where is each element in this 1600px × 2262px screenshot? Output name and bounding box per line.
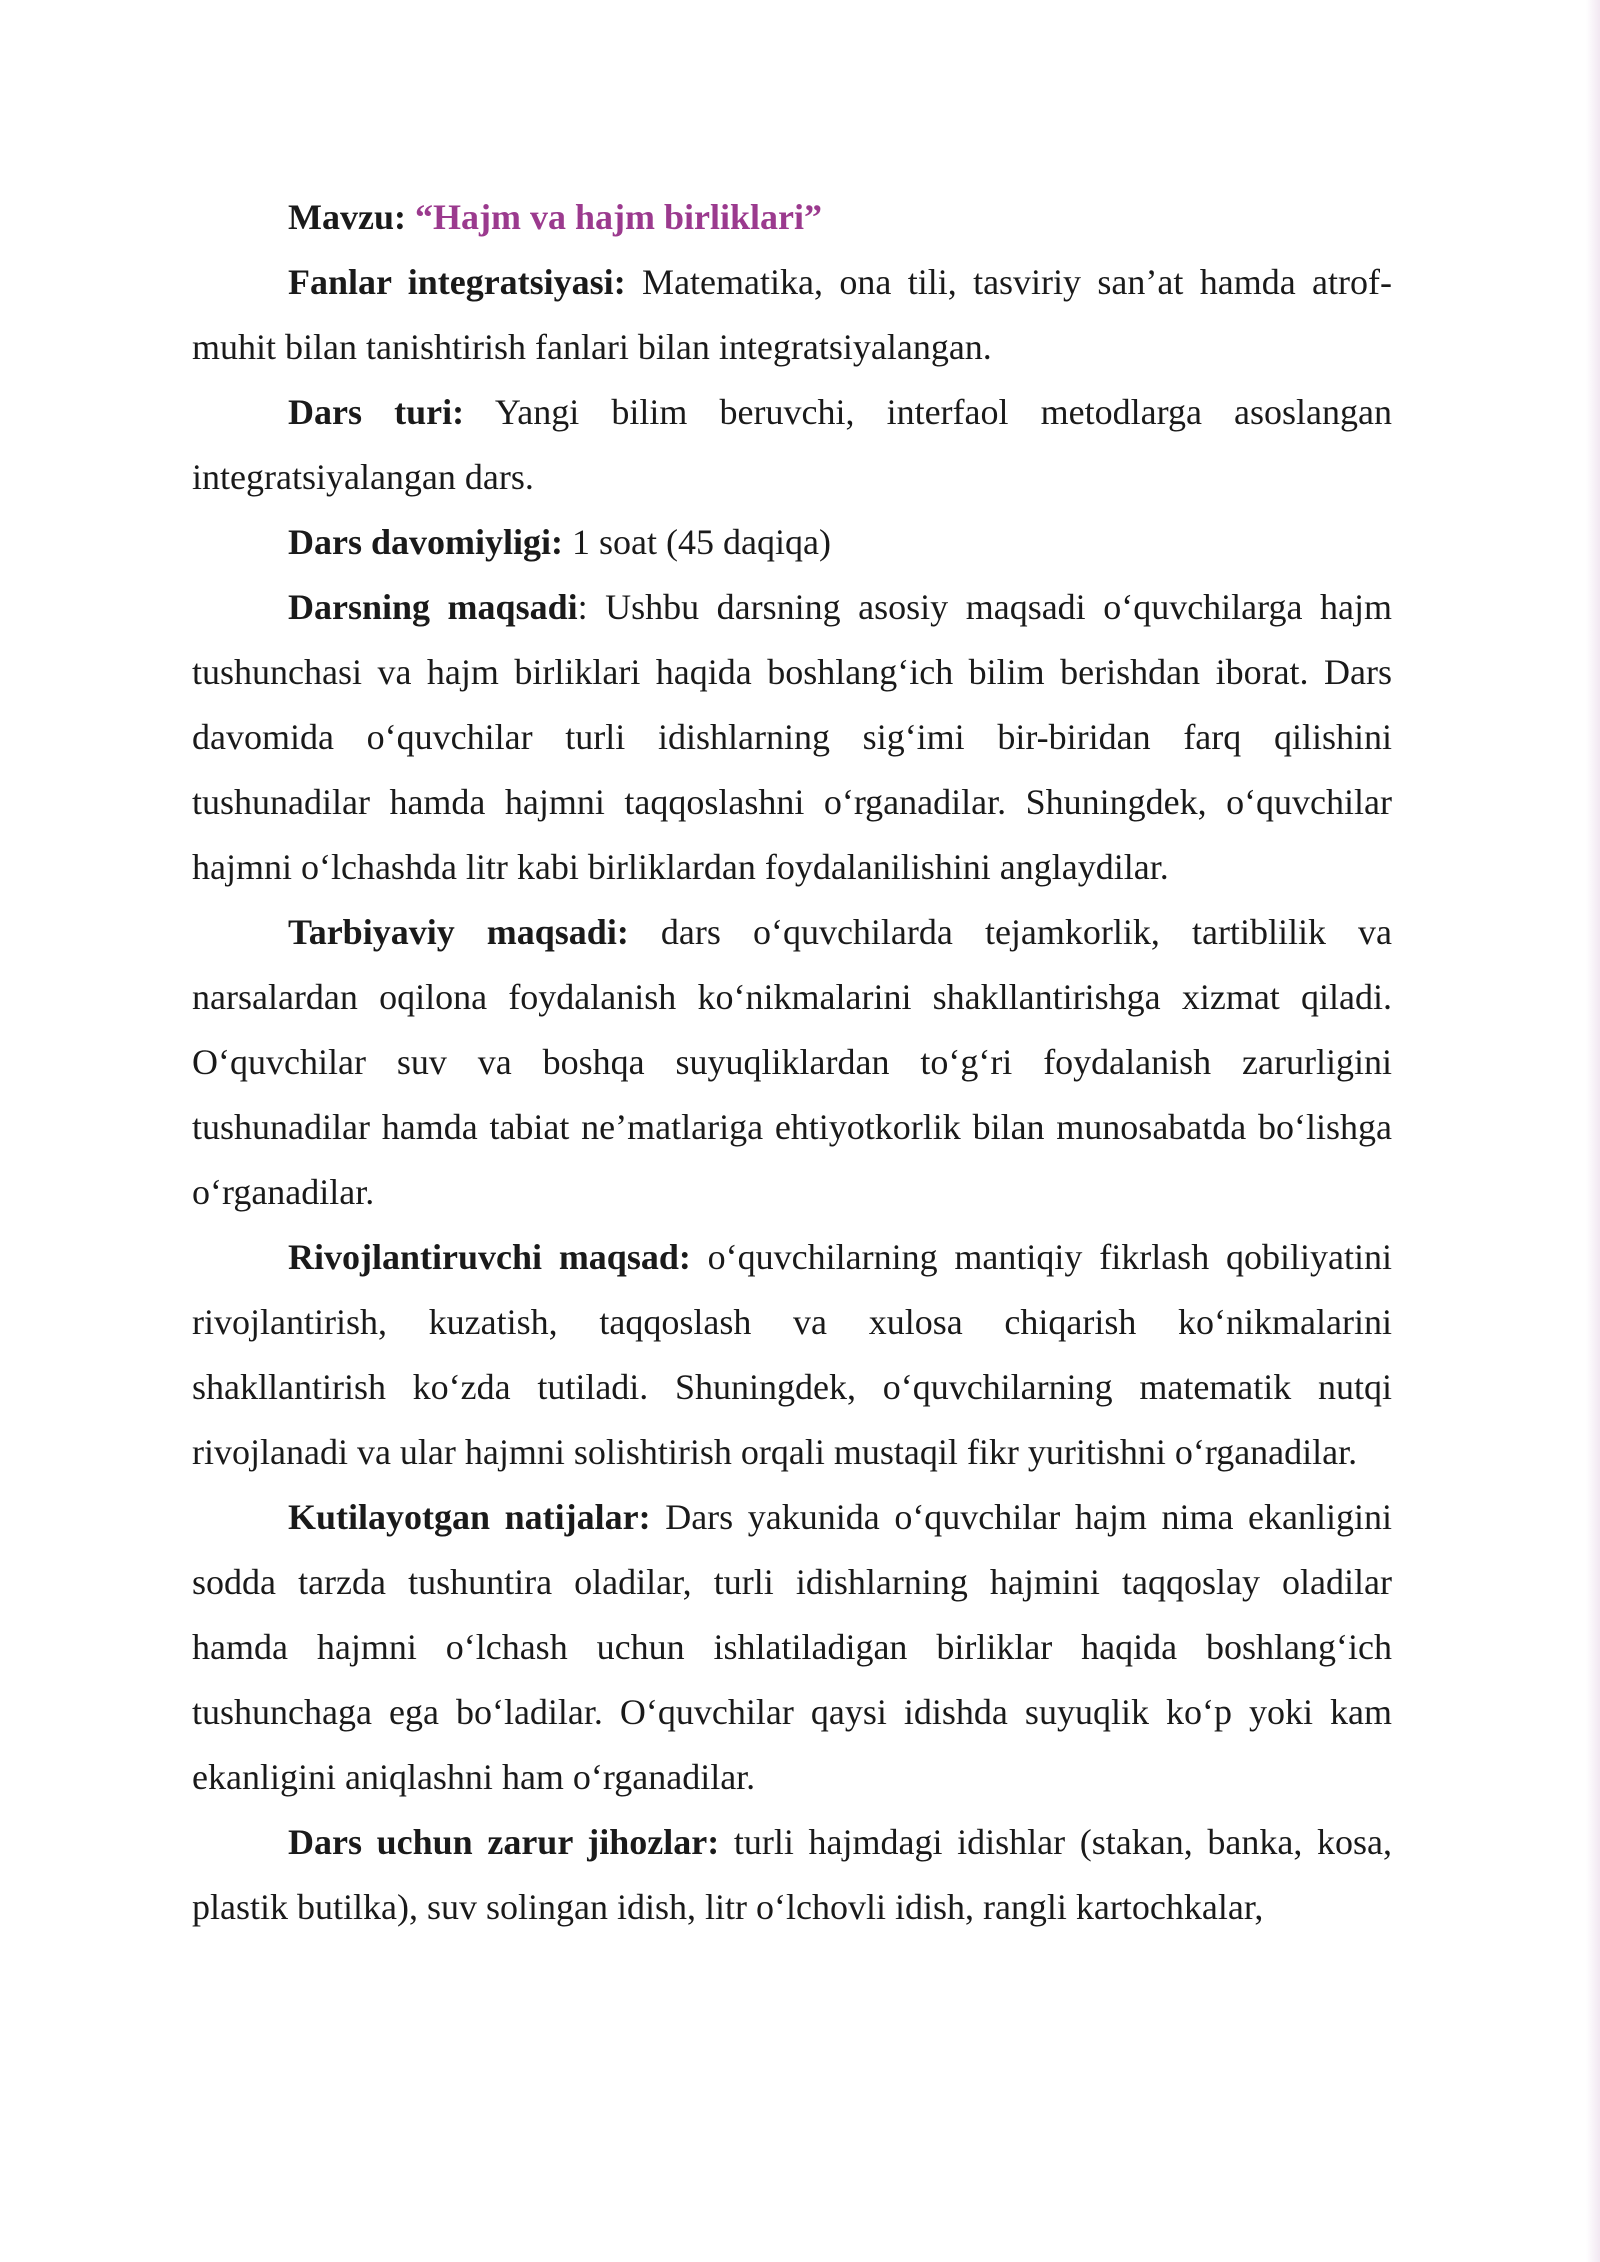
paragraph-label: Kutilayotgan natijalar:: [288, 1497, 651, 1537]
topic-label: Mavzu:: [288, 197, 406, 237]
paragraph-duration: [192, 510, 1392, 575]
paragraph-lesson-goal: [192, 575, 1392, 900]
paragraph-label: Rivojlantiruvchi maqsad:: [288, 1237, 691, 1277]
paragraph-label: Dars davomiyligi:: [288, 522, 563, 562]
paragraph-educational-goal: [192, 900, 1392, 1225]
paragraph-text: Yangi bilim beruvchi, interfaol metodlarga asoslangan integratsiyalangan dars.: [192, 392, 1393, 497]
topic-line: [192, 185, 1392, 250]
paragraph-label: Tarbiyaviy maqsadi:: [288, 912, 629, 952]
paragraph-text: Dars yakunida o‘quvchilar hajm nima ekanligini sodda tarzda tushuntira oladilar, turli idishlarning hajmini taqqoslay oladilar hamda hajmni o‘lchash uchun ishlatiladigan birliklar haqida boshlang‘ich tushunchaga ega bo‘ladilar. O‘quvchilar qaysi idishda suyuqlik ko‘p yoki kam ekanligini aniqlashni ham o‘rganadilar.: [192, 1497, 1392, 1797]
paragraph-text: 1 soat (45 daqiqa): [563, 522, 831, 562]
paragraph-text: dars o‘quvchilarda tejamkorlik, tartiblilik va narsalardan oqilona foydalanish ko‘nikmalarini shakllantirishga xizmat qiladi. O‘quvchilar suv va boshqa suyuqliklardan to‘g‘ri foydalanish zarurligini tushunadilar hamda tabiat ne’matlariga ehtiyotkorlik bilan munosabatda bo‘lishga o‘rganadilar.: [192, 912, 1392, 1212]
paragraph-equipment: [192, 1810, 1392, 1940]
document-body: [192, 185, 1392, 1940]
page-edge-shadow: [1586, 0, 1600, 2262]
paragraph-text: : Ushbu darsning asosiy maqsadi o‘quvchilarga hajm tushunchasi va hajm birliklari haqida boshlang‘ich bilim berishdan iborat. Dars davomida o‘quvchilar turli idishlarning sig‘imi bir-biridan farq qilishini tushunadilar hamda hajmni taqqoslashni o‘rganadilar. Shuningdek, o‘quvchilar hajmni o‘lchashda litr kabi birliklardan foydalanilishini anglaydilar.: [192, 587, 1392, 887]
paragraph-label: Fanlar integratsiyasi:: [288, 262, 626, 302]
paragraph-text: Matematika, ona tili, tasviriy san’at hamda atrof-muhit bilan tanishtirish fanlari bilan integratsiyalangan.: [192, 262, 1393, 367]
paragraph-lesson-type: [192, 380, 1392, 510]
paragraph-text: o‘quvchilarning mantiqiy fikrlash qobiliyatini rivojlantirish, kuzatish, taqqoslash va xulosa chiqarish ko‘nikmalarini shakllantirish ko‘zda tutiladi. Shuningdek, o‘quvchilarning matematik nutqi rivojlanadi va ular hajmni solishtirish orqali mustaqil fikr yuritishni o‘rganadilar.: [192, 1237, 1392, 1472]
paragraph-text: turli hajmdagi idishlar (stakan, banka, kosa, plastik butilka), suv solingan idish, litr o‘lchovli idish, rangli kartochkalar,: [192, 1822, 1392, 1927]
paragraph-expected-results: [192, 1485, 1392, 1810]
paragraph-label: Dars turi:: [288, 392, 465, 432]
paragraph-label: Darsning maqsadi: [288, 587, 578, 627]
topic-title: “Hajm va hajm birliklari”: [414, 197, 822, 237]
paragraph-developmental-goal: [192, 1225, 1392, 1485]
paragraph-label: Dars uchun zarur jihozlar:: [288, 1822, 720, 1862]
paragraph-integration: [192, 250, 1392, 380]
